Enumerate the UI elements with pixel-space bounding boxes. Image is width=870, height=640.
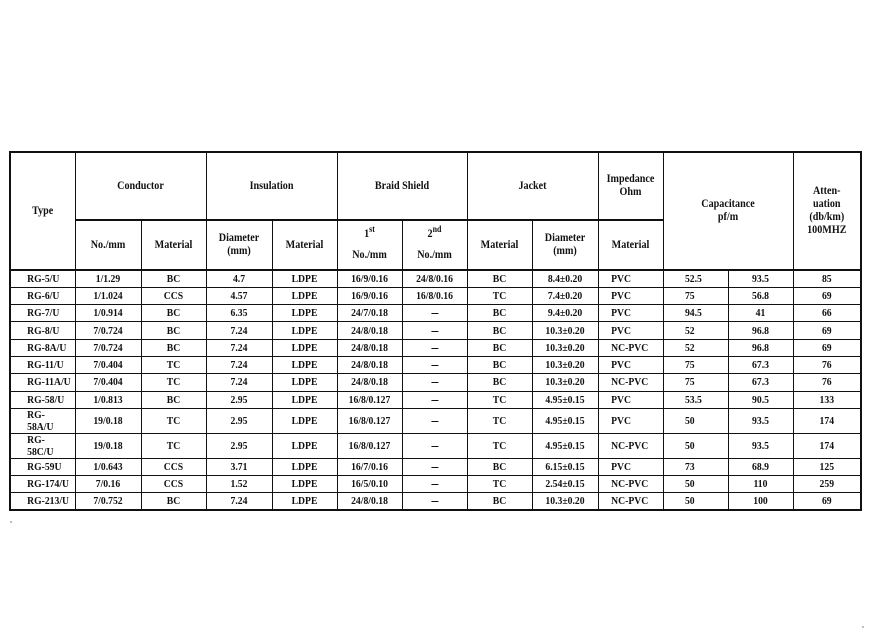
cell-conductor-material: BC	[145, 270, 202, 287]
subheader-cond-no: No./mm	[79, 220, 137, 270]
cell-capacitance-1: 75	[667, 356, 724, 373]
cell-jacket-diameter: 10.3±0.20	[536, 356, 594, 373]
subheader-braid-2nd	[406, 220, 463, 270]
cell-conductor-no: 1/1.024	[79, 287, 137, 304]
cell-type: RG-7/U	[14, 305, 71, 322]
cell-conductor-no: 1/0.914	[79, 305, 137, 322]
cell-conductor-no: 1/0.643	[79, 458, 137, 475]
table-row	[10, 433, 861, 458]
cell-insulation-diameter: 2.95	[210, 391, 268, 408]
header-attenuation	[797, 152, 857, 270]
cell-insulation-material: LDPE	[276, 433, 333, 458]
cell-capacitance-1: 50	[667, 493, 724, 510]
capacitance-line-2: pf/m	[717, 211, 739, 223]
cell-braid-2nd	[406, 305, 463, 322]
cell-attenuation: 69	[797, 287, 857, 304]
cell-conductor-no: 7/0.404	[79, 356, 137, 373]
cell-jacket-material: BC	[471, 374, 528, 391]
cell-jacket-diameter: 2.54±0.15	[536, 476, 594, 493]
table-row	[10, 270, 861, 287]
subheader-impedance-material: Material	[602, 220, 659, 270]
ins-diameter-label: Diameter	[218, 232, 260, 244]
cell-type: RG-58/U	[14, 391, 71, 408]
cell-jacket-diameter: 4.95±0.15	[536, 408, 594, 433]
cell-attenuation: 69	[797, 322, 857, 339]
cell-jacket-material: BC	[471, 305, 528, 322]
cell-type: RG-59U	[14, 458, 71, 475]
cell-insulation-diameter: 7.24	[210, 339, 268, 356]
cell-braid-1st: 16/8/0.127	[341, 433, 398, 458]
header-conductor: Conductor	[83, 152, 198, 220]
cell-type: RG-11A/U	[14, 374, 71, 391]
subheader-jacket-diameter	[536, 220, 594, 270]
cell-capacitance-1: 50	[667, 408, 724, 433]
cell-impedance-material: PVC	[602, 322, 659, 339]
cell-impedance-material: PVC	[602, 356, 659, 373]
cell-insulation-diameter: 2.95	[210, 433, 268, 458]
cell-capacitance-2: 100	[732, 493, 789, 510]
cell-jacket-material: TC	[471, 391, 528, 408]
table-row	[10, 408, 861, 433]
cell-impedance-material: PVC	[602, 305, 659, 322]
scan-speck	[10, 521, 12, 523]
subheader-cond-material: Material	[145, 220, 202, 270]
table-row	[10, 356, 861, 373]
cell-jacket-diameter: 4.95±0.15	[536, 391, 594, 408]
dash-mark	[431, 400, 438, 401]
cable-spec-table	[9, 151, 862, 511]
impedance-line-2: Ohm	[619, 186, 642, 198]
cell-capacitance-1: 50	[667, 476, 724, 493]
cell-attenuation: 174	[797, 433, 857, 458]
cell-jacket-material: TC	[471, 433, 528, 458]
braid-2nd-unit: No./mm	[417, 249, 452, 261]
cell-jacket-diameter: 7.4±0.20	[536, 287, 594, 304]
cell-capacitance-2: 96.8	[732, 339, 789, 356]
cell-braid-2nd	[406, 493, 463, 510]
cell-jacket-diameter: 8.4±0.20	[536, 270, 594, 287]
cell-attenuation: 174	[797, 408, 857, 433]
cell-braid-1st: 24/7/0.18	[341, 305, 398, 322]
table-row	[10, 493, 861, 510]
cell-jacket-material: BC	[471, 458, 528, 475]
cell-conductor-no: 19/0.18	[79, 408, 137, 433]
cell-jacket-diameter: 10.3±0.20	[536, 322, 594, 339]
cell-braid-2nd	[406, 339, 463, 356]
cell-conductor-no: 7/0.752	[79, 493, 137, 510]
cell-attenuation: 259	[797, 476, 857, 493]
cell-jacket-diameter: 6.15±0.15	[536, 458, 594, 475]
cell-capacitance-1: 52.5	[667, 270, 724, 287]
dash-mark	[431, 331, 438, 332]
cell-impedance-material: PVC	[602, 458, 659, 475]
table-row	[10, 339, 861, 356]
cell-jacket-material: BC	[471, 493, 528, 510]
cell-insulation-diameter: 1.52	[210, 476, 268, 493]
cell-insulation-material: LDPE	[276, 493, 333, 510]
cell-conductor-no: 1/0.813	[79, 391, 137, 408]
cell-braid-1st: 16/9/0.16	[341, 287, 398, 304]
table-body	[10, 270, 861, 510]
cell-attenuation: 133	[797, 391, 857, 408]
dash-mark	[431, 501, 438, 502]
cell-impedance-material: NC-PVC	[602, 476, 659, 493]
cell-impedance-material: PVC	[602, 270, 659, 287]
cell-jacket-diameter: 10.3±0.20	[536, 339, 594, 356]
scan-speck	[862, 626, 864, 628]
jacket-diameter-unit: (mm)	[553, 245, 577, 257]
cell-insulation-diameter: 7.24	[210, 356, 268, 373]
cell-braid-1st: 24/8/0.18	[341, 356, 398, 373]
cell-braid-1st: 24/8/0.18	[341, 374, 398, 391]
subheader-braid-1st	[341, 220, 398, 270]
dash-mark	[431, 348, 438, 349]
cell-conductor-material: BC	[145, 305, 202, 322]
cell-insulation-diameter: 2.95	[210, 408, 268, 433]
cell-braid-2nd: 16/8/0.16	[406, 287, 463, 304]
cell-braid-2nd	[406, 458, 463, 475]
braid-1st-unit: No./mm	[352, 249, 387, 261]
header-jacket: Jacket	[475, 152, 590, 220]
cell-attenuation: 76	[797, 356, 857, 373]
cell-impedance-material: PVC	[602, 287, 659, 304]
cell-jacket-diameter: 10.3±0.20	[536, 374, 594, 391]
cell-insulation-diameter: 4.57	[210, 287, 268, 304]
cell-capacitance-1: 52	[667, 322, 724, 339]
cell-type: RG-213/U	[14, 493, 71, 510]
cell-braid-1st: 24/8/0.18	[341, 339, 398, 356]
cell-impedance-material: NC-PVC	[602, 493, 659, 510]
dash-mark	[431, 313, 438, 314]
cell-attenuation: 69	[797, 493, 857, 510]
cell-jacket-material: BC	[471, 339, 528, 356]
cell-attenuation: 125	[797, 458, 857, 475]
cell-conductor-material: BC	[145, 391, 202, 408]
cell-jacket-material: TC	[471, 408, 528, 433]
atten-line-2: uation	[813, 198, 841, 210]
cell-jacket-material: BC	[471, 322, 528, 339]
cell-braid-2nd	[406, 391, 463, 408]
dash-mark	[431, 446, 438, 447]
jacket-diameter-label: Diameter	[544, 232, 586, 244]
table-row	[10, 322, 861, 339]
dash-mark	[431, 467, 438, 468]
cell-capacitance-2: 90.5	[732, 391, 789, 408]
cell-insulation-diameter: 6.35	[210, 305, 268, 322]
dash-mark	[431, 421, 438, 422]
subheader-jacket-material: Material	[471, 220, 528, 270]
cell-insulation-diameter: 3.71	[210, 458, 268, 475]
cell-attenuation: 76	[797, 374, 857, 391]
cell-insulation-material: LDPE	[276, 476, 333, 493]
cell-insulation-material: LDPE	[276, 391, 333, 408]
cell-conductor-no: 7/0.724	[79, 339, 137, 356]
dash-mark	[431, 484, 438, 485]
subheader-ins-diameter	[210, 220, 268, 270]
cell-braid-1st: 16/7/0.16	[341, 458, 398, 475]
header-capacitance	[671, 152, 785, 270]
cell-attenuation: 66	[797, 305, 857, 322]
cell-insulation-material: LDPE	[276, 270, 333, 287]
cell-insulation-material: LDPE	[276, 287, 333, 304]
cell-impedance-material: NC-PVC	[602, 374, 659, 391]
cell-conductor-no: 19/0.18	[79, 433, 137, 458]
table-row	[10, 287, 861, 304]
cell-capacitance-2: 110	[732, 476, 789, 493]
header-braid-shield: Braid Shield	[345, 152, 459, 220]
table-row	[10, 305, 861, 322]
cell-insulation-diameter: 7.24	[210, 374, 268, 391]
cell-type: RG-5/U	[14, 270, 71, 287]
cell-capacitance-1: 75	[667, 287, 724, 304]
cell-capacitance-1: 50	[667, 433, 724, 458]
cell-type: RG-8/U	[14, 322, 71, 339]
cell-insulation-diameter: 7.24	[210, 322, 268, 339]
cell-conductor-material: CCS	[145, 458, 202, 475]
cell-capacitance-2: 93.5	[732, 433, 789, 458]
cell-conductor-material: TC	[145, 408, 202, 433]
cell-conductor-material: TC	[145, 433, 202, 458]
cell-insulation-material: LDPE	[276, 374, 333, 391]
cell-capacitance-1: 75	[667, 374, 724, 391]
cell-insulation-diameter: 4.7	[210, 270, 268, 287]
table-row	[10, 476, 861, 493]
cell-braid-2nd: 24/8/0.16	[406, 270, 463, 287]
cell-conductor-material: BC	[145, 322, 202, 339]
braid-2nd-label: 2nd	[427, 224, 442, 240]
cell-capacitance-1: 52	[667, 339, 724, 356]
cell-capacitance-2: 56.8	[732, 287, 789, 304]
cell-capacitance-2: 93.5	[732, 270, 789, 287]
header-impedance	[602, 152, 659, 220]
cell-capacitance-2: 67.3	[732, 374, 789, 391]
cell-capacitance-2: 67.3	[732, 356, 789, 373]
cell-impedance-material: NC-PVC	[602, 433, 659, 458]
cell-attenuation: 69	[797, 339, 857, 356]
cell-braid-2nd	[406, 322, 463, 339]
cell-type: RG-174/U	[14, 476, 71, 493]
cell-capacitance-1: 73	[667, 458, 724, 475]
cell-type: RG-58A/U	[14, 408, 71, 433]
cell-braid-1st: 16/5/0.10	[341, 476, 398, 493]
cell-insulation-material: LDPE	[276, 339, 333, 356]
cell-braid-2nd	[406, 374, 463, 391]
capacitance-line-1: Capacitance	[701, 198, 755, 210]
cell-jacket-diameter: 9.4±0.20	[536, 305, 594, 322]
cell-conductor-no: 7/0.16	[79, 476, 137, 493]
table-row	[10, 374, 861, 391]
atten-line-4: 100MHZ	[807, 224, 847, 236]
cell-braid-1st: 16/9/0.16	[341, 270, 398, 287]
cell-conductor-no: 7/0.724	[79, 322, 137, 339]
impedance-line-1: Impedance	[606, 173, 655, 185]
header-insulation: Insulation	[214, 152, 329, 220]
cell-attenuation: 85	[797, 270, 857, 287]
subheader-ins-material: Material	[276, 220, 333, 270]
cell-braid-1st: 16/8/0.127	[341, 391, 398, 408]
cell-capacitance-2: 93.5	[732, 408, 789, 433]
atten-line-1: Atten-	[813, 185, 841, 197]
cell-type: RG-11/U	[14, 356, 71, 373]
cell-insulation-material: LDPE	[276, 458, 333, 475]
cell-braid-2nd	[406, 356, 463, 373]
header-row-1	[10, 152, 861, 220]
table-row	[10, 458, 861, 475]
cell-jacket-material: TC	[471, 476, 528, 493]
cell-type: RG-58C/U	[14, 433, 71, 458]
cell-braid-1st: 24/8/0.18	[341, 493, 398, 510]
cell-capacitance-1: 94.5	[667, 305, 724, 322]
cell-conductor-no: 7/0.404	[79, 374, 137, 391]
cell-capacitance-1: 53.5	[667, 391, 724, 408]
cell-insulation-material: LDPE	[276, 408, 333, 433]
cell-jacket-diameter: 4.95±0.15	[536, 433, 594, 458]
cell-jacket-material: TC	[471, 287, 528, 304]
cell-conductor-material: BC	[145, 339, 202, 356]
dash-mark	[431, 365, 438, 366]
cell-braid-2nd	[406, 433, 463, 458]
dash-mark	[431, 382, 438, 383]
cell-conductor-no: 1/1.29	[79, 270, 137, 287]
cell-type: RG-6/U	[14, 287, 71, 304]
cell-insulation-material: LDPE	[276, 322, 333, 339]
cell-conductor-material: CCS	[145, 476, 202, 493]
cell-type: RG-8A/U	[14, 339, 71, 356]
cell-impedance-material: PVC	[602, 391, 659, 408]
braid-1st-label: 1st	[364, 224, 375, 240]
cell-jacket-diameter: 10.3±0.20	[536, 493, 594, 510]
cell-impedance-material: PVC	[602, 408, 659, 433]
cell-braid-2nd	[406, 476, 463, 493]
cell-insulation-material: LDPE	[276, 305, 333, 322]
cell-conductor-material: TC	[145, 356, 202, 373]
cell-braid-1st: 24/8/0.18	[341, 322, 398, 339]
cell-conductor-material: TC	[145, 374, 202, 391]
cell-jacket-material: BC	[471, 270, 528, 287]
cell-insulation-diameter: 7.24	[210, 493, 268, 510]
atten-line-3: (db/km)	[809, 211, 845, 223]
header-type: Type	[14, 152, 71, 270]
cell-capacitance-2: 68.9	[732, 458, 789, 475]
cell-braid-2nd	[406, 408, 463, 433]
ins-diameter-unit: (mm)	[227, 245, 251, 257]
cell-impedance-material: NC-PVC	[602, 339, 659, 356]
cell-conductor-material: CCS	[145, 287, 202, 304]
cell-jacket-material: BC	[471, 356, 528, 373]
cell-capacitance-2: 41	[732, 305, 789, 322]
cell-capacitance-2: 96.8	[732, 322, 789, 339]
cell-conductor-material: BC	[145, 493, 202, 510]
cell-braid-1st: 16/8/0.127	[341, 408, 398, 433]
table-row	[10, 391, 861, 408]
cell-insulation-material: LDPE	[276, 356, 333, 373]
